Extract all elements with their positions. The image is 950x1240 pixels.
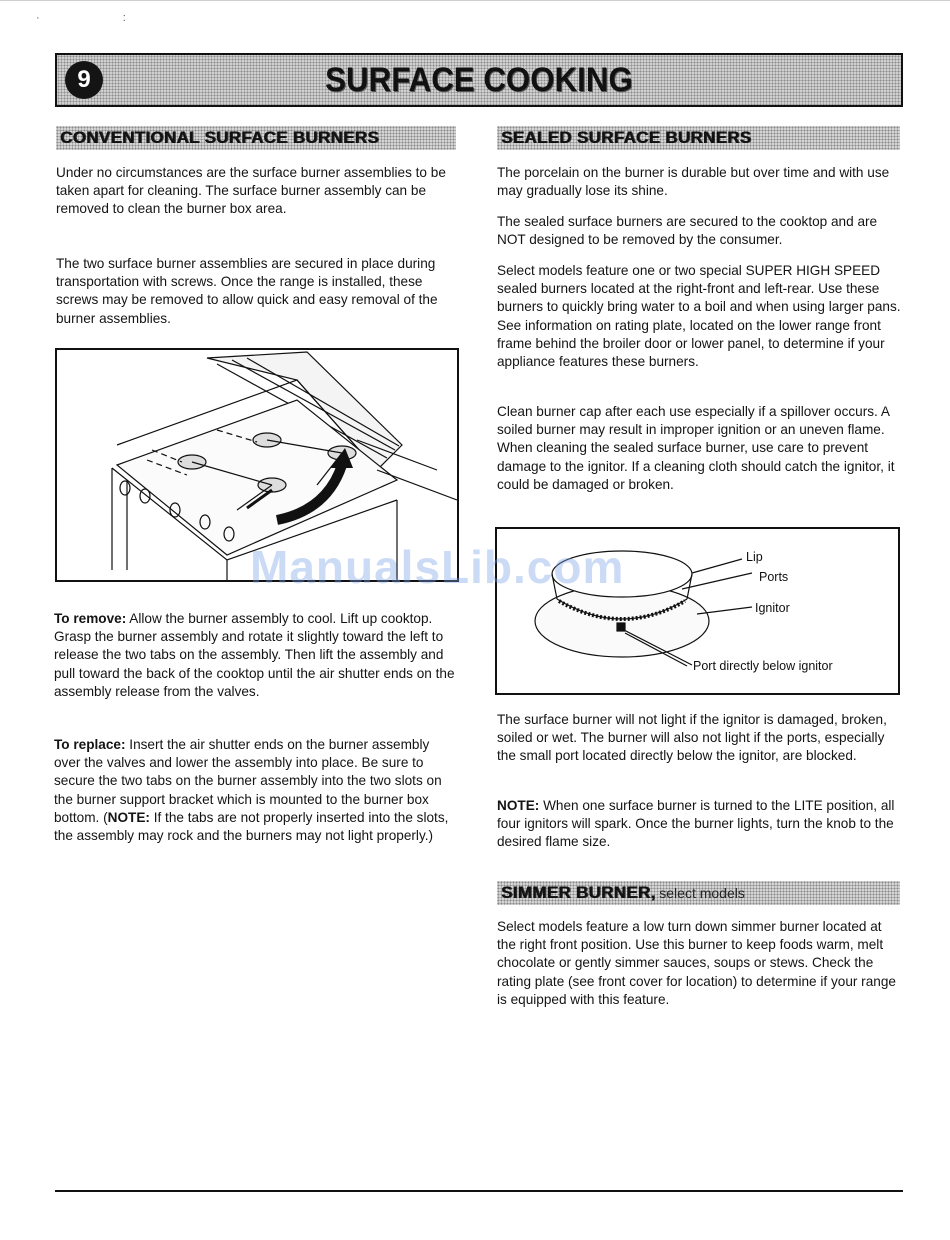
conventional-para-2: The two surface burner assemblies are secured in place during transportation with screws. Once the range is installed, these screws may be removed to allow quick and easy removal of the burner assemblies. [56,256,438,326]
lite-note [497,797,901,852]
simmer-burner-heading: SIMMER BURNER, [501,883,656,902]
simmer-burner-subheading: select models [655,885,745,901]
replace-note-label: NOTE: [107,809,150,825]
sealed-para-1: The porcelain on the burner is durable but over time and with use may gradually lose its shine. [497,165,890,199]
label-ports: Ports [759,570,789,584]
section-number-badge: 9 [65,61,103,99]
conventional-burners-heading-bar [56,126,456,150]
remove-label: To remove: [54,611,127,626]
manualslib-watermark: ManualsLib.com [250,541,625,593]
simmer-burner-text: Select models feature a low turn down simmer burner located at the right front position. Use this burner to keep foods warm, melt chocolate or gently simmer sauces, soups or stews. Check the rating plate (see front cover for location) to determine if your range is equipped with this feature. [497,919,896,1007]
bottom-rule [55,1190,903,1192]
sealed-para-2: The sealed surface burners are secured to the cooktop and are NOT designed to be removed by the consumer. [497,214,878,248]
scan-specks: · : [36,12,166,24]
replace-label: To replace: [54,737,126,752]
cooktop-lift-drawing [57,350,457,580]
replace-note-text: If the tabs are not properly inserted into the slots, the assembly may rock and the burners may not light properly.) [54,809,449,844]
lite-note-text: When one surface burner is turned to the LITE position, all four ignitors will spark. Once the burner lights, turn the knob to the desired flame size. [497,798,895,850]
conventional-burners-heading: CONVENTIONAL SURFACE BURNERS [60,128,379,147]
replace-text: Insert the air shutter ends on the burner assembly over the valves and lower the assembly into place. Be sure to secure the two tabs on the burner assembly into the two slots on the burner support bracket which is mounted to the burner box bottom. ( [54,737,442,825]
remove-text: Allow the burner assembly to cool. Lift up cooktop. Grasp the burner assembly and rotate it slightly toward the left to release the two tabs on the assembly. Then lift the assembly and pull toward the back of the cooktop until the air shutter ends on the assembly release from the valves. [54,611,455,699]
sealed-para-5: The surface burner will not light if the ignitor is damaged, broken, soiled or wet. The burner will also not light if the ports, especially the small port located directly below the ignitor, are blocked. [497,712,887,764]
sealed-para-3: Select models feature one or two special SUPER HIGH SPEED sealed burners located at the right-front and left-rear. Use these burners to quickly bring water to a boil and when using larger pans. See information on rating plate, located on the lower range front frame behind the broiler door or lower panel, to determine if your appliance features these burners. [497,263,901,370]
page-title: SURFACE COOKING [325,61,633,99]
conventional-para-1: Under no circumstances are the surface burner assemblies to be taken apart for cleaning. The surface burner assembly can be removed to clean the burner box area. [56,165,446,217]
sealed-para-4: Clean burner cap after each use especially if a spillover occurs. A soiled burner may result in improper ignition or an uneven flame. When cleaning the sealed surface burner, use care to prevent damage to the ignitor. If a cleaning cloth should catch the ignitor, it could be damaged or broken. [497,404,895,492]
replace-instructions [54,736,458,845]
sealed-burner-drawing [497,529,898,693]
label-lip: Lip [746,550,763,564]
lite-note-label: NOTE: [497,798,540,813]
burner-diagram [495,527,900,695]
sealed-burners-heading-bar [497,126,900,150]
burner-removal-illustration [55,348,459,582]
title-banner [55,53,903,107]
top-edge-line [0,0,950,1]
sealed-burners-heading: SEALED SURFACE BURNERS [501,128,752,147]
remove-instructions [54,610,458,701]
label-port-below-ignitor: Port directly below ignitor [693,659,833,673]
simmer-burner-heading-bar [497,881,900,905]
label-ignitor: Ignitor [755,601,790,615]
